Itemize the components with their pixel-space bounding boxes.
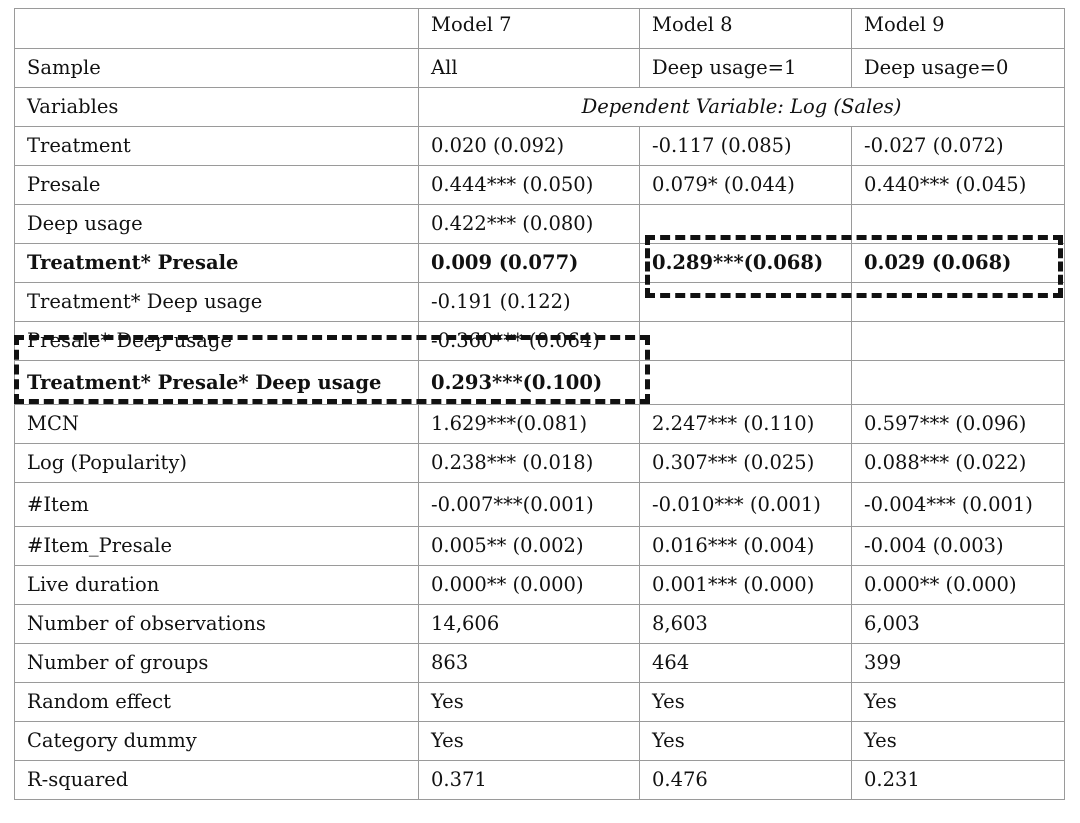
cell-model-9: [852, 283, 1065, 322]
table-row-treatment-presale: [15, 244, 1065, 283]
table-row-deep-usage: [15, 205, 1065, 244]
cell-model-8: [640, 322, 852, 361]
table-row-mcn: [15, 405, 1065, 444]
cell-model-9: Yes: [852, 683, 1065, 722]
cell-model-7: 0.444*** (0.050): [419, 166, 640, 205]
row-label: Treatment* Deep usage: [15, 283, 419, 322]
table-row-number-of-groups: [15, 644, 1065, 683]
regression-table-body: [15, 9, 1065, 800]
cell-model-8: -0.117 (0.085): [640, 127, 852, 166]
row-label: Log (Popularity): [15, 444, 419, 483]
sample-model-9: Deep usage=0: [852, 49, 1065, 88]
cell-model-9: 0.088*** (0.022): [852, 444, 1065, 483]
table-row-presale-deep-usage: [15, 322, 1065, 361]
row-label: Treatment* Presale: [15, 244, 419, 283]
table-row-category-dummy: [15, 722, 1065, 761]
header-model-7: Model 7: [419, 9, 640, 49]
cell-model-9: 0.000** (0.000): [852, 566, 1065, 605]
row-label: Presale: [15, 166, 419, 205]
variables-label: Variables: [15, 88, 419, 127]
cell-model-9: 399: [852, 644, 1065, 683]
cell-model-9: 0.597*** (0.096): [852, 405, 1065, 444]
cell-model-7: Yes: [419, 722, 640, 761]
row-label: Treatment: [15, 127, 419, 166]
variables-row: [15, 88, 1065, 127]
cell-model-7: -0.007***(0.001): [419, 483, 640, 527]
header-model-8: Model 8: [640, 9, 852, 49]
sample-row: [15, 49, 1065, 88]
table-row-item-presale: [15, 527, 1065, 566]
row-label: Treatment* Presale* Deep usage: [15, 361, 419, 405]
row-label: MCN: [15, 405, 419, 444]
cell-model-8: 0.001*** (0.000): [640, 566, 852, 605]
dependent-variable-caption: Dependent Variable: Log (Sales): [419, 88, 1065, 127]
cell-model-7: 0.293***(0.100): [419, 361, 640, 405]
cell-model-8: 464: [640, 644, 852, 683]
row-label: Presale* Deep usage: [15, 322, 419, 361]
row-label: Number of observations: [15, 605, 419, 644]
cell-model-9: 0.029 (0.068): [852, 244, 1065, 283]
cell-model-9: [852, 205, 1065, 244]
cell-model-9: 0.440*** (0.045): [852, 166, 1065, 205]
cell-model-9: 0.231: [852, 761, 1065, 800]
cell-model-7: Yes: [419, 683, 640, 722]
cell-model-9: -0.027 (0.072): [852, 127, 1065, 166]
row-label: Number of groups: [15, 644, 419, 683]
table-row-random-effect: [15, 683, 1065, 722]
cell-model-9: -0.004*** (0.001): [852, 483, 1065, 527]
cell-model-7: 0.238*** (0.018): [419, 444, 640, 483]
row-label: #Item: [15, 483, 419, 527]
header-cell-empty: [15, 9, 419, 49]
cell-model-8: 2.247*** (0.110): [640, 405, 852, 444]
cell-model-8: 0.079* (0.044): [640, 166, 852, 205]
cell-model-8: [640, 361, 852, 405]
row-label: Random effect: [15, 683, 419, 722]
header-row: [15, 9, 1065, 49]
row-label: Deep usage: [15, 205, 419, 244]
cell-model-9: 6,003: [852, 605, 1065, 644]
cell-model-8: -0.010*** (0.001): [640, 483, 852, 527]
cell-model-7: 0.371: [419, 761, 640, 800]
table-row-treatment: [15, 127, 1065, 166]
row-label: Category dummy: [15, 722, 419, 761]
cell-model-7: 0.020 (0.092): [419, 127, 640, 166]
cell-model-8: Yes: [640, 683, 852, 722]
cell-model-7: 0.422*** (0.080): [419, 205, 640, 244]
regression-table: [14, 8, 1065, 800]
table-row-r-squared: [15, 761, 1065, 800]
cell-model-8: [640, 205, 852, 244]
table-row-item: [15, 483, 1065, 527]
row-label: Live duration: [15, 566, 419, 605]
cell-model-7: 863: [419, 644, 640, 683]
sample-model-7: All: [419, 49, 640, 88]
cell-model-7: 0.009 (0.077): [419, 244, 640, 283]
cell-model-8: 0.289***(0.068): [640, 244, 852, 283]
cell-model-7: 0.000** (0.000): [419, 566, 640, 605]
table-row-number-of-observations: [15, 605, 1065, 644]
table-row-treatment-presale-deep-usage: [15, 361, 1065, 405]
cell-model-7: -0.360*** (0.064): [419, 322, 640, 361]
row-label: #Item_Presale: [15, 527, 419, 566]
cell-model-7: 14,606: [419, 605, 640, 644]
table-row-live-duration: [15, 566, 1065, 605]
cell-model-8: 8,603: [640, 605, 852, 644]
cell-model-8: [640, 283, 852, 322]
table-row-presale: [15, 166, 1065, 205]
cell-model-7: 0.005** (0.002): [419, 527, 640, 566]
table-row-treatment-deep-usage: [15, 283, 1065, 322]
cell-model-7: 1.629***(0.081): [419, 405, 640, 444]
cell-model-8: 0.476: [640, 761, 852, 800]
cell-model-8: Yes: [640, 722, 852, 761]
cell-model-7: -0.191 (0.122): [419, 283, 640, 322]
sample-label: Sample: [15, 49, 419, 88]
sample-model-8: Deep usage=1: [640, 49, 852, 88]
cell-model-8: 0.307*** (0.025): [640, 444, 852, 483]
table-row-log-popularity: [15, 444, 1065, 483]
cell-model-8: 0.016*** (0.004): [640, 527, 852, 566]
header-model-9: Model 9: [852, 9, 1065, 49]
cell-model-9: [852, 361, 1065, 405]
row-label: R-squared: [15, 761, 419, 800]
cell-model-9: Yes: [852, 722, 1065, 761]
cell-model-9: [852, 322, 1065, 361]
cell-model-9: -0.004 (0.003): [852, 527, 1065, 566]
